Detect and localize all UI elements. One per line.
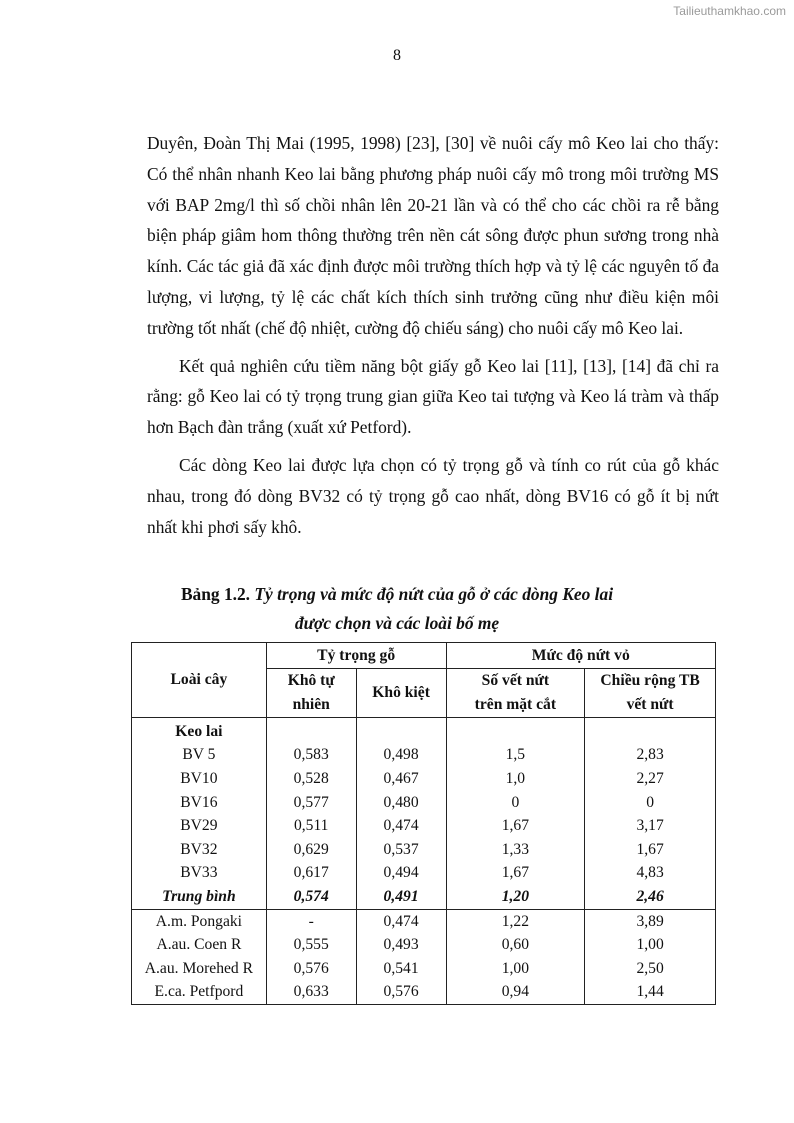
header-crack-width-line1: Chiều rộng TB	[600, 672, 700, 689]
paragraph: Các dòng Keo lai được lựa chọn có tỷ trọng gỗ và tính co rút của gỗ khác nhau, trong đó dòng BV32 có tỷ trọng gỗ cao nhất, dòng BV16 có gỗ ít bị nứt nhất khi phơi sấy khô.	[147, 454, 719, 537]
cell-species: A.au. Coen R	[132, 933, 267, 957]
cell: 0,493	[356, 933, 446, 957]
cell: 0,494	[356, 862, 446, 886]
cell: 0	[446, 791, 585, 815]
header-crack-width	[585, 669, 716, 718]
cell: 2,46	[585, 885, 716, 909]
caption-title: Tỷ trọng và mức độ nứt của gỗ ở các dòng Keo lai	[254, 584, 614, 604]
cell: 0,528	[266, 767, 356, 791]
cell: 2,50	[585, 957, 716, 981]
cell: 1,5	[446, 744, 585, 768]
table-row-average	[132, 885, 716, 909]
cell: 0,467	[356, 767, 446, 791]
header-natural-dry	[266, 669, 356, 718]
header-density: Tỷ trọng gỗ	[266, 643, 446, 669]
cell: 0,498	[356, 744, 446, 768]
data-table	[131, 642, 716, 1005]
cell	[585, 718, 716, 744]
cell: -	[266, 909, 356, 933]
cell-average-label: Trung bình	[132, 885, 267, 909]
cell: 1,00	[446, 957, 585, 981]
cell: 0,491	[356, 885, 446, 909]
table-caption	[0, 580, 794, 638]
table-row	[132, 744, 716, 768]
header-crack-count-line2: trên mặt cắt	[474, 696, 557, 713]
table-row	[132, 791, 716, 815]
cell-species: BV32	[132, 838, 267, 862]
cell: 3,89	[585, 909, 716, 933]
table-row	[132, 814, 716, 838]
cell	[266, 718, 356, 744]
cell-species: A.m. Pongaki	[132, 909, 267, 933]
cell: 0,576	[356, 981, 446, 1005]
cell: 0,574	[266, 885, 356, 909]
cell: 0,541	[356, 957, 446, 981]
cell: 0,629	[266, 838, 356, 862]
cell: 1,0	[446, 767, 585, 791]
table-row	[132, 862, 716, 886]
cell-species: BV33	[132, 862, 267, 886]
caption-line-1	[0, 580, 794, 609]
cell: 0,617	[266, 862, 356, 886]
cell: 1,44	[585, 981, 716, 1005]
cell	[356, 718, 446, 744]
cell: 3,17	[585, 814, 716, 838]
group-label: Keo lai	[132, 718, 267, 744]
cell: 1,22	[446, 909, 585, 933]
table-row	[132, 933, 716, 957]
cell: 1,00	[585, 933, 716, 957]
cell-species: BV16	[132, 791, 267, 815]
table-row	[132, 981, 716, 1005]
cell: 2,27	[585, 767, 716, 791]
header-crack: Mức độ nứt vỏ	[446, 643, 715, 669]
table-row	[132, 838, 716, 862]
table-row	[132, 767, 716, 791]
table-row	[132, 909, 716, 933]
paragraph: Kết quả nghiên cứu tiềm năng bột giấy gỗ Keo lai [11], [13], [14] đã chỉ ra rằng: gỗ Keo lai có tỷ trọng trung gian giữa Keo tai tượng và Keo lá tràm và thấp hơn Bạch đàn trắng (xuất xứ Petford).	[147, 355, 719, 438]
cell: 0,474	[356, 814, 446, 838]
cell: 0	[585, 791, 716, 815]
cell: 0,474	[356, 909, 446, 933]
cell: 0,583	[266, 744, 356, 768]
cell: 0,537	[356, 838, 446, 862]
body-text	[147, 128, 719, 549]
caption-line-2: được chọn và các loài bố mẹ	[294, 613, 500, 633]
cell: 0,633	[266, 981, 356, 1005]
cell-species: E.ca. Petfpord	[132, 981, 267, 1005]
cell: 1,67	[585, 838, 716, 862]
table-row	[132, 957, 716, 981]
header-species: Loài cây	[132, 643, 267, 718]
caption-label: Bảng 1.2.	[180, 584, 251, 604]
cell-species: A.au. Morehed R	[132, 957, 267, 981]
cell: 0,60	[446, 933, 585, 957]
cell: 1,67	[446, 814, 585, 838]
header-natural-dry-line1: Khô tự	[287, 672, 335, 689]
cell: 1,20	[446, 885, 585, 909]
cell-species: BV 5	[132, 744, 267, 768]
header-crack-width-line2: vết nứt	[626, 696, 674, 713]
cell: 0,511	[266, 814, 356, 838]
cell	[446, 718, 585, 744]
header-crack-count-line1: Số vết nứt	[481, 672, 550, 689]
cell: 0,555	[266, 933, 356, 957]
watermark: Tailieuthamkhao.com	[673, 4, 786, 18]
cell: 4,83	[585, 862, 716, 886]
cell-species: BV29	[132, 814, 267, 838]
cell: 0,480	[356, 791, 446, 815]
header-crack-count	[446, 669, 585, 718]
cell: 0,94	[446, 981, 585, 1005]
paragraph: Duyên, Đoàn Thị Mai (1995, 1998) [23], [30] về nuôi cấy mô Keo lai cho thấy: Có thể nhân nhanh Keo lai bằng phương pháp nuôi cấy mô trong môi trường MS với BAP 2mg/l thì số chồi nhân lên 20-21 lần và có thể cho các chồi ra rễ bằng biện pháp giâm hom thông thường trên nền cát sông được phun sương trong nhà kính. Các tác giả đã xác định được môi trường thích hợp và tỷ lệ các nguyên tố đa lượng, vi lượng, tỷ lệ các chất kích thích sinh trưởng cũng như điều kiện môi trường tốt nhất (chế độ nhiệt, cường độ chiếu sáng) cho nuôi cấy mô Keo lai.	[147, 133, 719, 338]
cell: 0,576	[266, 957, 356, 981]
cell: 1,33	[446, 838, 585, 862]
cell: 0,577	[266, 791, 356, 815]
page-number: 8	[393, 47, 401, 64]
cell-species: BV10	[132, 767, 267, 791]
header-natural-dry-line2: nhiên	[292, 696, 330, 713]
cell: 2,83	[585, 744, 716, 768]
header-kiln-dry: Khô kiệt	[356, 669, 446, 718]
cell: 1,67	[446, 862, 585, 886]
table-row-group	[132, 718, 716, 744]
